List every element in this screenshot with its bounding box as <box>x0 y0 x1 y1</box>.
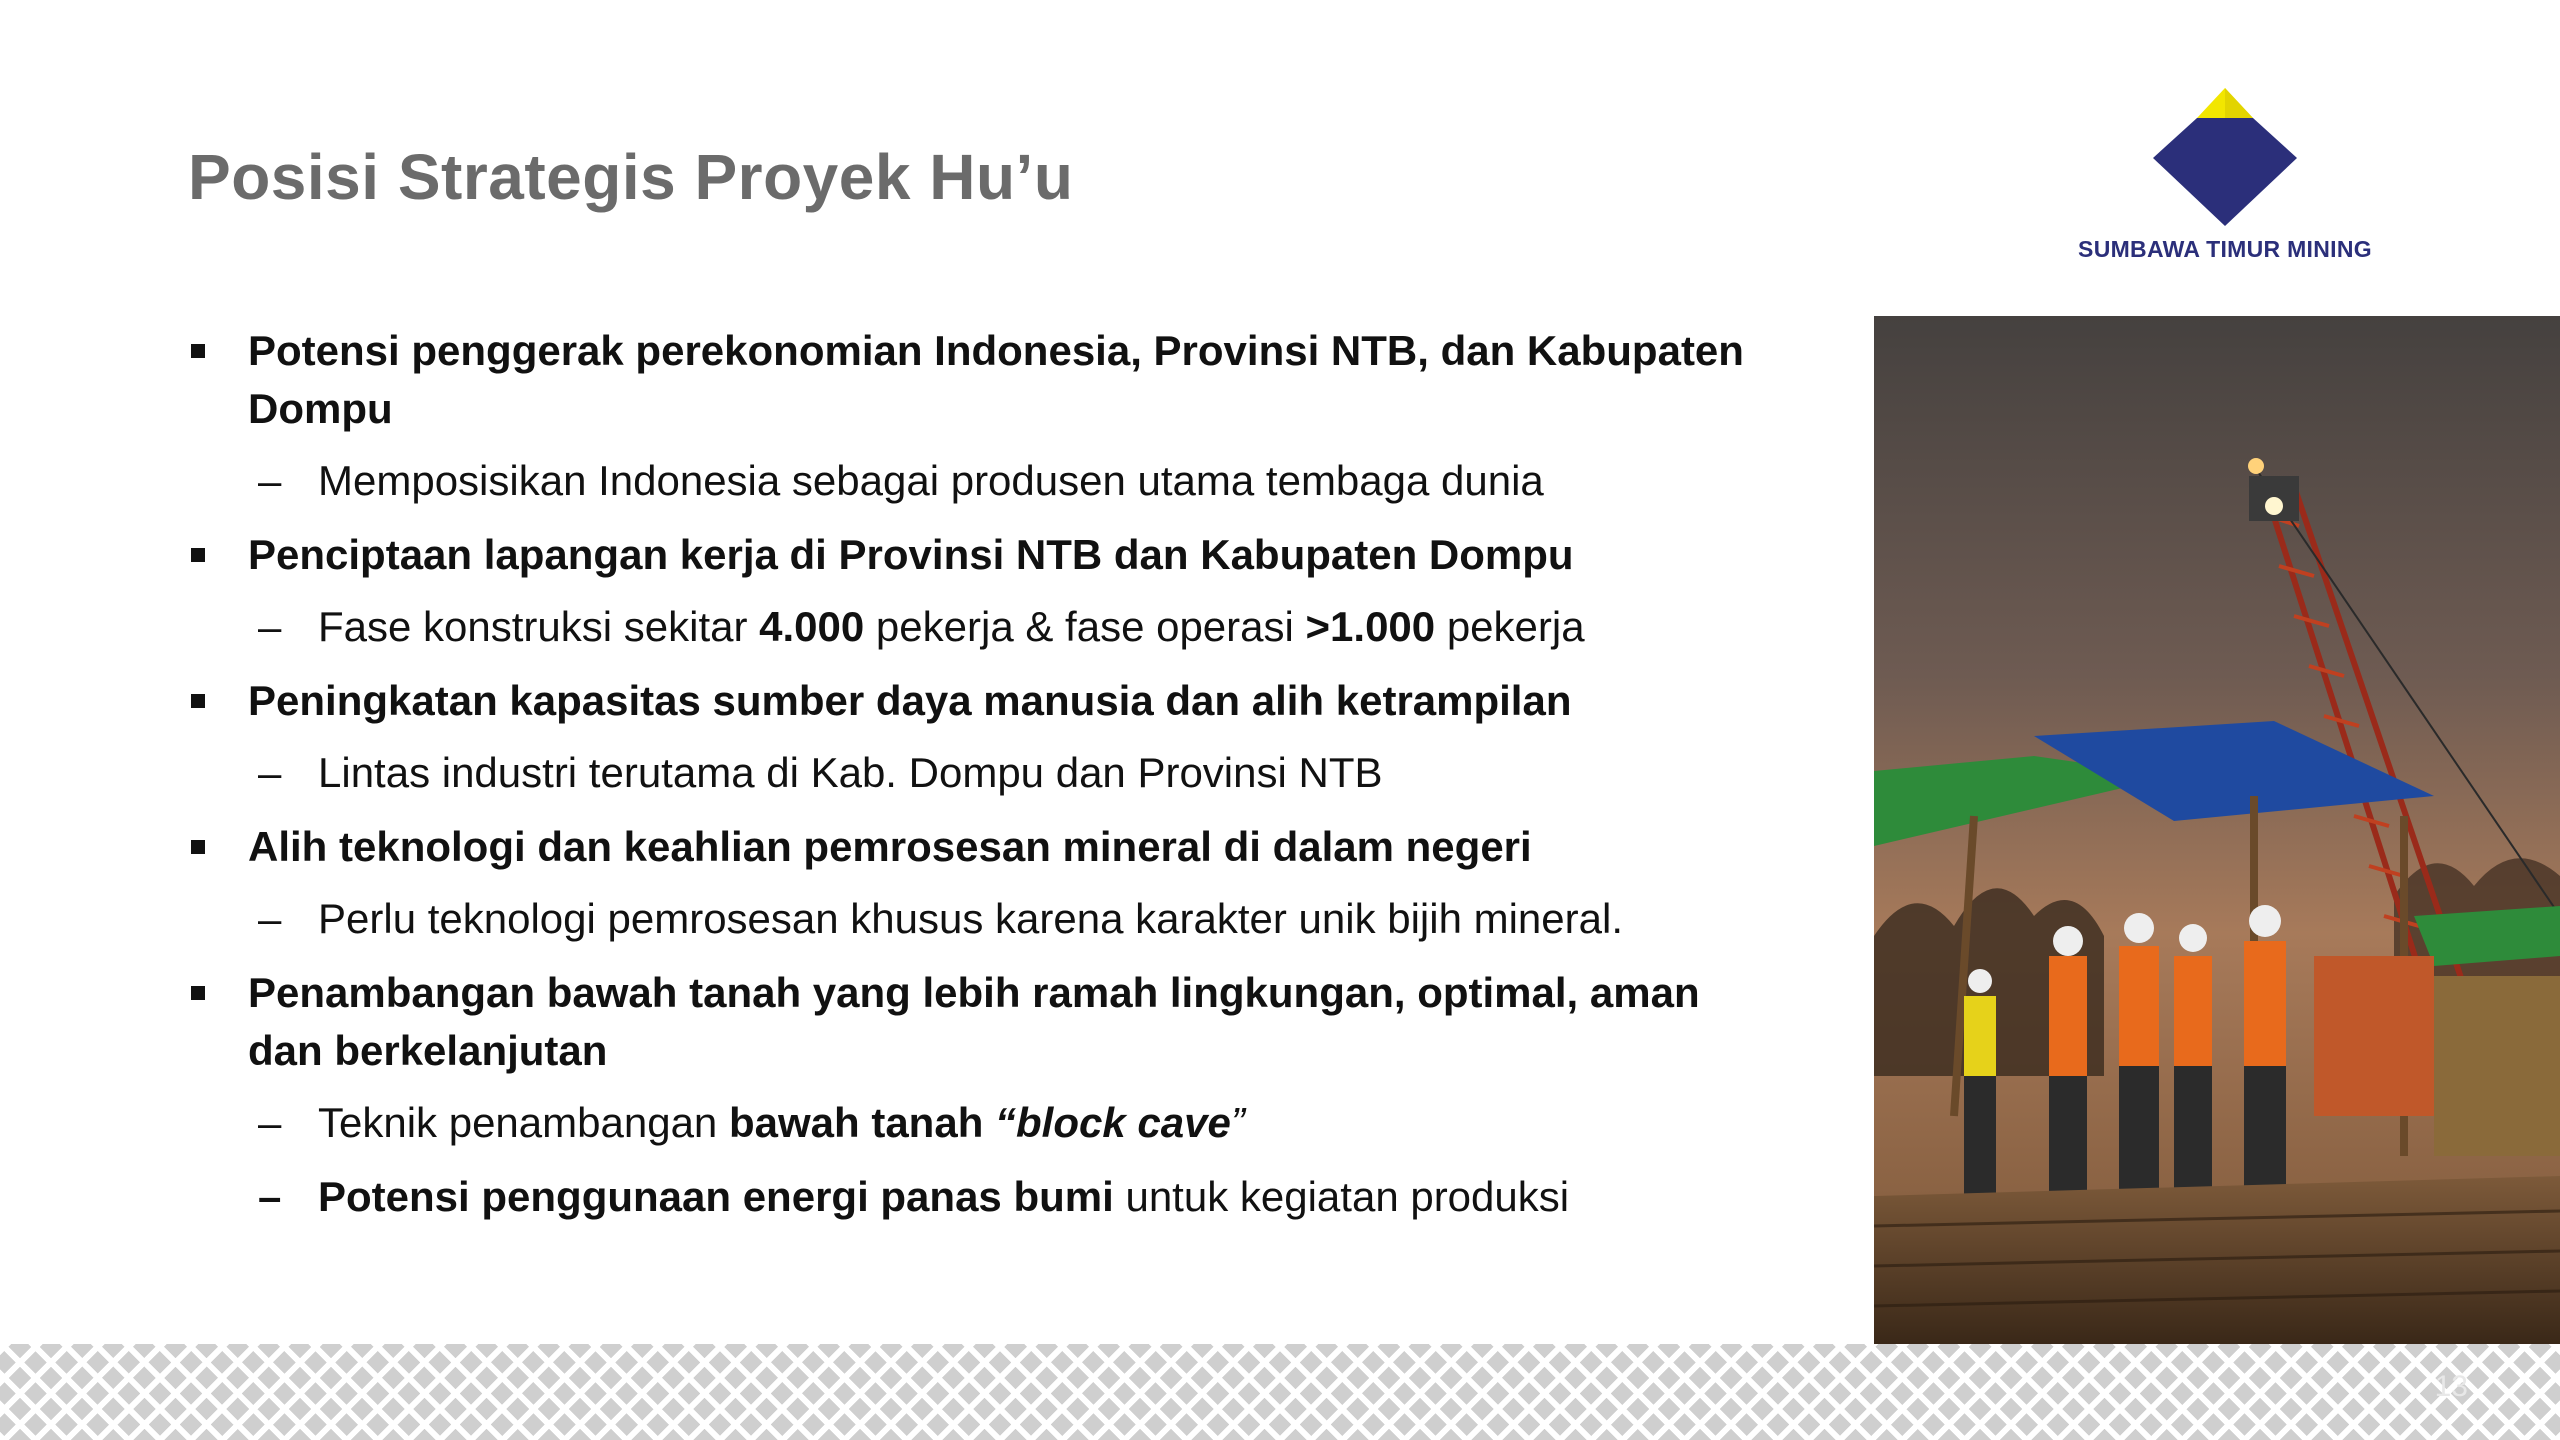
dash-icon: – <box>258 1173 282 1220</box>
drilling-site-photo <box>1874 316 2560 1344</box>
sub-bullet-bold: Potensi penggunaan energi panas bumi <box>318 1173 1114 1220</box>
bullet-item <box>188 526 1768 584</box>
dash-icon: – <box>258 895 282 942</box>
logo-text: SUMBAWA TIMUR MINING <box>2078 236 2372 262</box>
dash-icon: – <box>258 457 282 504</box>
square-bullet-icon <box>191 344 205 358</box>
bullet-text: Penciptaan lapangan kerja di Provinsi NTB dan Kabupaten Dompu <box>248 531 1574 578</box>
bullet-item <box>188 818 1768 876</box>
bullet-text: Peningkatan kapasitas sumber daya manusia dan alih ketrampilan <box>248 677 1572 724</box>
sub-bullet-text: Memposisikan Indonesia sebagai produsen utama tembaga dunia <box>318 457 1544 504</box>
sub-bullet-quote: “block cave <box>995 1099 1231 1146</box>
sub-bullet-text-pre: Teknik penambangan <box>318 1099 729 1146</box>
dash-icon: – <box>258 749 282 796</box>
construction-workers-count: 4.000 <box>759 603 865 650</box>
decorative-pattern-footer <box>0 1344 2560 1440</box>
sub-bullet-item <box>188 598 1768 656</box>
bullet-text: Penambangan bawah tanah yang lebih ramah lingkungan, optimal, aman dan berkelanjutan <box>248 969 1700 1074</box>
square-bullet-icon <box>191 548 205 562</box>
sub-bullet-text: Perlu teknologi pemrosesan khusus karena karakter unik bijih mineral. <box>318 895 1623 942</box>
sub-bullet-text-post: untuk kegiatan produksi <box>1113 1173 1570 1220</box>
square-bullet-icon <box>191 840 205 854</box>
bullet-item <box>188 322 1768 438</box>
bullet-item <box>188 672 1768 730</box>
square-bullet-icon <box>191 986 205 1000</box>
sub-bullet-text-pre: Fase konstruksi sekitar <box>318 603 760 650</box>
sub-bullet-text: Lintas industri terutama di Kab. Dompu dan Provinsi NTB <box>318 749 1383 796</box>
bullet-text: Alih teknologi dan keahlian pemrosesan mineral di dalam negeri <box>248 823 1532 870</box>
bullet-text: Potensi penggerak perekonomian Indonesia, Provinsi NTB, dan Kabupaten Dompu <box>248 327 1744 432</box>
square-bullet-icon <box>191 694 205 708</box>
company-logo <box>2060 88 2390 278</box>
dash-icon: – <box>258 603 282 650</box>
sub-bullet-item <box>188 1094 1768 1152</box>
page-number: 13 <box>2434 1370 2468 1403</box>
bullet-list <box>188 322 1768 1242</box>
sub-bullet-item <box>188 744 1768 802</box>
slide-title: Posisi Strategis Proyek Hu’u <box>188 141 1074 213</box>
bullet-item <box>188 964 1768 1080</box>
operation-workers-count: >1.000 <box>1305 603 1436 650</box>
sub-bullet-bold: bawah tanah <box>728 1099 996 1146</box>
sub-bullet-close-quote: ” <box>1230 1099 1245 1146</box>
sub-bullet-text-mid: pekerja & fase operasi <box>864 603 1306 650</box>
sub-bullet-item <box>188 890 1768 948</box>
sub-bullet-item <box>188 1168 1768 1226</box>
sub-bullet-text-post: pekerja <box>1435 603 1585 650</box>
diamond-logo-icon <box>2153 88 2297 230</box>
sub-bullet-item <box>188 452 1768 510</box>
dash-icon: – <box>258 1099 282 1146</box>
